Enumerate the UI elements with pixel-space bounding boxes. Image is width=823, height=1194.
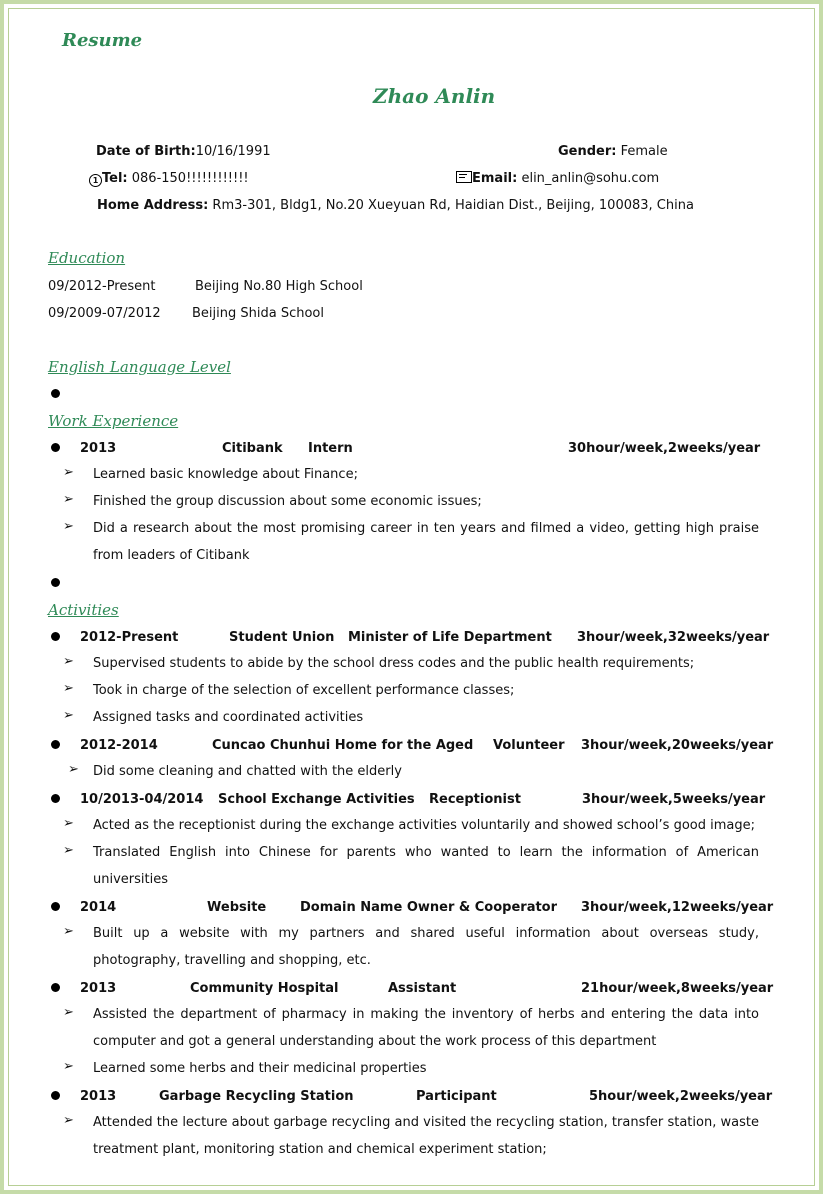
activity-date: 2012-Present bbox=[80, 630, 179, 645]
activity-org: Cuncao Chunhui Home for the Aged bbox=[212, 738, 474, 753]
arrow-icon: ➢ bbox=[63, 708, 74, 723]
activity-point: Assigned tasks and coordinated activities bbox=[93, 710, 364, 725]
activity-point: Built up a website with my partners and shared useful information about overseas study, photography, travelling and shopping, etc. bbox=[93, 926, 759, 968]
candidate-name: Zhao Anlin bbox=[373, 84, 496, 108]
work-point: Finished the group discussion about some economic issues; bbox=[93, 494, 482, 509]
arrow-icon: ➢ bbox=[68, 762, 79, 777]
activities-heading: Activities bbox=[48, 601, 119, 619]
activity-point: Translated English into Chinese for parents who wanted to learn the information of American universities bbox=[93, 845, 759, 887]
activity-point: Did some cleaning and chatted with the elderly bbox=[93, 764, 402, 779]
activity-role: Volunteer bbox=[493, 738, 565, 753]
activity-hours: 5hour/week,2weeks/year bbox=[589, 1089, 773, 1104]
activity-hours: 3hour/week,12weeks/year bbox=[581, 900, 774, 915]
activity-date: 10/2013-04/2014 bbox=[80, 792, 204, 807]
activity-role: Participant bbox=[416, 1089, 497, 1104]
email-label: Email: bbox=[472, 171, 518, 186]
gender-value: Female bbox=[620, 144, 668, 159]
activity-org: School Exchange Activities bbox=[218, 792, 415, 807]
bullet-dot bbox=[51, 983, 60, 992]
activity-hours: 3hour/week,5weeks/year bbox=[582, 792, 766, 807]
activity-org: Website bbox=[207, 900, 267, 915]
bullet-dot bbox=[51, 1091, 60, 1100]
work-org: Citibank bbox=[222, 441, 283, 456]
arrow-icon: ➢ bbox=[63, 1005, 74, 1020]
email-icon bbox=[456, 171, 472, 183]
arrow-icon: ➢ bbox=[63, 1059, 74, 1074]
dob-line bbox=[96, 144, 271, 160]
tel-value: 086-150!!!!!!!!!!!! bbox=[131, 171, 249, 186]
email-value: elin_anlin@sohu.com bbox=[521, 171, 660, 186]
address-label: Home Address: bbox=[97, 198, 209, 213]
work-point: Did a research about the most promising career in ten years and filmed a video, getting high praise from leaders of Citibank bbox=[93, 521, 759, 563]
activity-role: Domain Name Owner & Cooperator bbox=[300, 900, 558, 915]
activity-org: Garbage Recycling Station bbox=[159, 1089, 354, 1104]
gender-line bbox=[558, 144, 668, 160]
bullet-dot bbox=[51, 632, 60, 641]
work-point: Learned basic knowledge about Finance; bbox=[93, 467, 358, 482]
phone-icon: 1 bbox=[89, 174, 102, 187]
gender-label: Gender: bbox=[558, 144, 617, 159]
activity-date: 2012-2014 bbox=[80, 738, 158, 753]
activity-hours: 3hour/week,32weeks/year bbox=[577, 630, 770, 645]
work-role: Intern bbox=[308, 441, 353, 456]
education-date-1: 09/2012-Present bbox=[48, 279, 156, 294]
work-hours: 30hour/week,2weeks/year bbox=[568, 441, 761, 456]
bullet-dot bbox=[51, 578, 60, 587]
arrow-icon: ➢ bbox=[63, 1113, 74, 1128]
activity-point: Attended the lecture about garbage recycling and visited the recycling station, transfer station, waste treatment plant, monitoring station and chemical experiment station; bbox=[93, 1115, 759, 1157]
arrow-icon: ➢ bbox=[63, 492, 74, 507]
activity-point: Learned some herbs and their medicinal properties bbox=[93, 1061, 427, 1076]
address-value: Rm3-301, Bldg1, No.20 Xueyuan Rd, Haidian Dist., Beijing, 100083, China bbox=[212, 198, 694, 213]
work-experience-heading: Work Experience bbox=[48, 412, 179, 430]
bullet-dot bbox=[51, 794, 60, 803]
bullet-dot bbox=[51, 740, 60, 749]
education-heading: Education bbox=[48, 249, 126, 267]
work-year: 2013 bbox=[80, 441, 117, 456]
education-school-2: Beijing Shida School bbox=[192, 306, 324, 321]
email-line bbox=[456, 171, 659, 187]
activity-date: 2013 bbox=[80, 981, 117, 996]
education-date-2: 09/2009-07/2012 bbox=[48, 306, 161, 321]
document-label: Resume bbox=[62, 30, 143, 51]
tel-label: Tel: bbox=[102, 171, 128, 186]
activity-date: 2013 bbox=[80, 1089, 117, 1104]
activity-date: 2014 bbox=[80, 900, 117, 915]
activity-role: Minister of Life Department bbox=[348, 630, 552, 645]
address-line bbox=[97, 198, 694, 214]
education-school-1: Beijing No.80 High School bbox=[195, 279, 363, 294]
activity-org: Community Hospital bbox=[190, 981, 339, 996]
activity-role: Receptionist bbox=[429, 792, 521, 807]
bullet-dot bbox=[51, 389, 60, 398]
activity-hours: 21hour/week,8weeks/year bbox=[581, 981, 774, 996]
arrow-icon: ➢ bbox=[63, 843, 74, 858]
activity-hours: 3hour/week,20weeks/year bbox=[581, 738, 774, 753]
bullet-dot bbox=[51, 902, 60, 911]
arrow-icon: ➢ bbox=[63, 465, 74, 480]
arrow-icon: ➢ bbox=[63, 519, 74, 534]
arrow-icon: ➢ bbox=[63, 816, 74, 831]
arrow-icon: ➢ bbox=[63, 654, 74, 669]
dob-value: 10/16/1991 bbox=[195, 144, 271, 159]
dob-label: Date of Birth: bbox=[96, 144, 196, 159]
bullet-dot bbox=[51, 443, 60, 452]
tel-line bbox=[89, 171, 249, 187]
activity-role: Assistant bbox=[388, 981, 457, 996]
activity-org: Student Union bbox=[229, 630, 335, 645]
activity-point: Took in charge of the selection of excellent performance classes; bbox=[93, 683, 515, 698]
activity-point: Acted as the receptionist during the exchange activities voluntarily and showed school’s good image; bbox=[93, 818, 755, 833]
arrow-icon: ➢ bbox=[63, 924, 74, 939]
arrow-icon: ➢ bbox=[63, 681, 74, 696]
activity-point: Assisted the department of pharmacy in making the inventory of herbs and entering the data into computer and got a general understanding about the work process of this department bbox=[93, 1007, 759, 1049]
activity-point: Supervised students to abide by the school dress codes and the public health requirements; bbox=[93, 656, 695, 671]
english-level-heading: English Language Level bbox=[48, 358, 231, 376]
